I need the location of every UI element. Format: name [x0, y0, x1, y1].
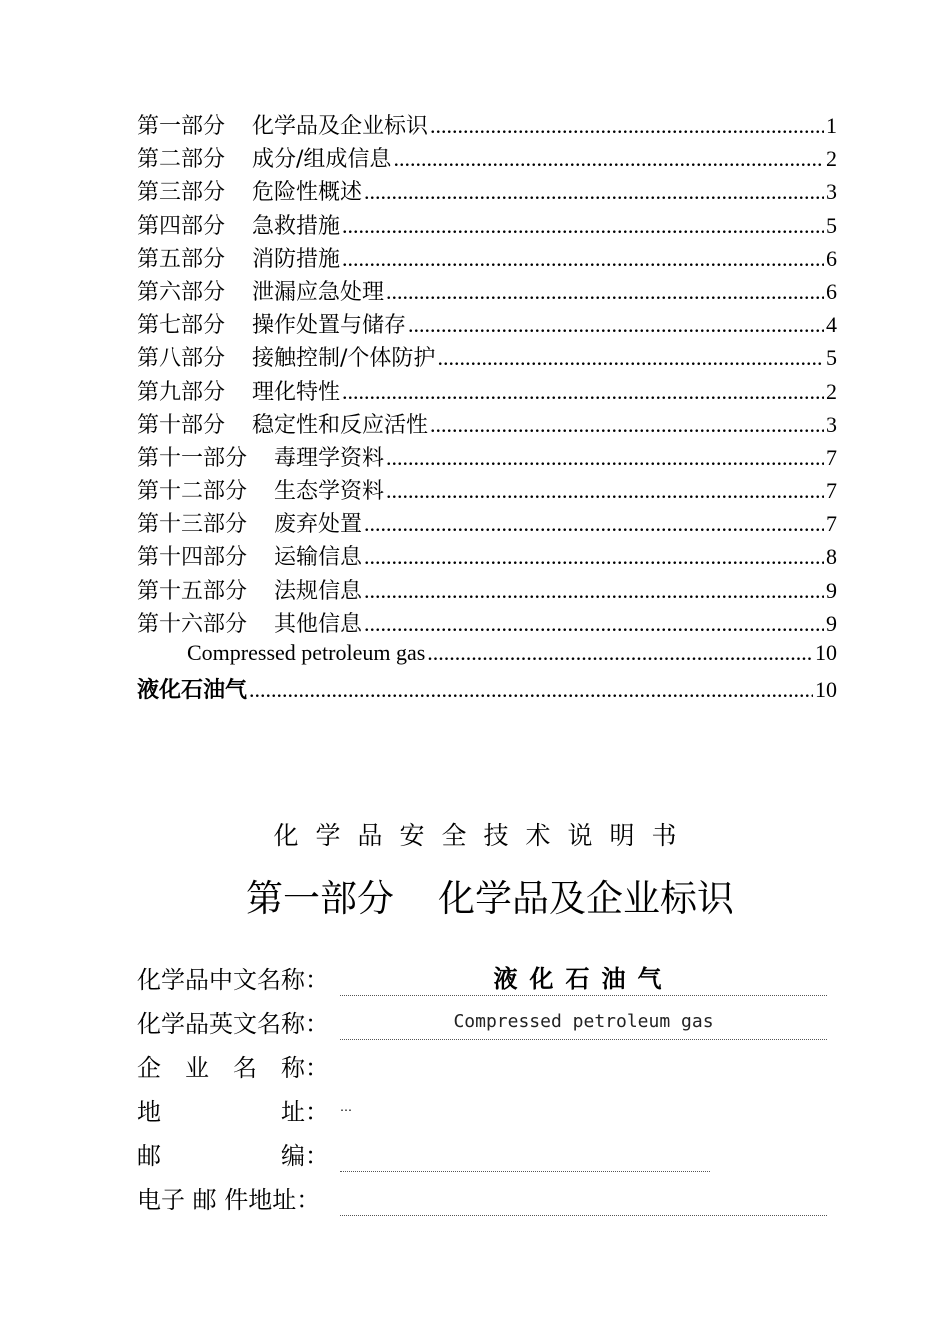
toc-page-number: 9 — [826, 577, 837, 603]
toc-leader-dots — [430, 113, 824, 139]
toc-leader-dots — [386, 445, 824, 471]
info-row-english-name — [137, 996, 837, 1040]
toc-leader-dots — [386, 478, 824, 504]
toc-part-number: 第四部分 — [137, 213, 226, 239]
toc-title: 急救措施 — [252, 213, 341, 239]
toc-entry[interactable] — [137, 673, 837, 706]
address-value: … — [340, 1100, 352, 1114]
toc-title: 接触控制/个体防护 — [252, 346, 436, 372]
toc-entry[interactable] — [137, 540, 837, 573]
toc-entry[interactable] — [137, 142, 837, 175]
toc-title: 理化特性 — [252, 379, 341, 405]
toc-part-number: 第三部分 — [137, 180, 226, 206]
toc-entry[interactable] — [137, 640, 837, 673]
english-name-value: Compressed petroleum gas — [453, 1011, 714, 1032]
toc-entry[interactable] — [137, 209, 837, 242]
toc-title: 化学品及企业标识 — [252, 114, 429, 139]
toc-part-number: 第十四部分 — [137, 545, 248, 571]
toc-part-number: 第七部分 — [137, 313, 226, 339]
table-of-contents — [137, 109, 837, 706]
info-row-company-name — [137, 1040, 837, 1084]
part-heading-number: 第一部分 — [246, 877, 394, 920]
toc-part-number: 第十二部分 — [137, 479, 248, 505]
toc-title: 运输信息 — [274, 545, 363, 571]
toc-leader-dots — [408, 312, 824, 338]
toc-entry[interactable] — [137, 507, 837, 540]
toc-leader-dots — [364, 611, 824, 637]
toc-part-number: 第十部分 — [137, 412, 226, 438]
field-label: 电子 邮 件地址： — [137, 1186, 321, 1214]
toc-title: 法规信息 — [274, 578, 363, 604]
toc-part-number: 第六部分 — [137, 279, 226, 305]
toc-leader-dots — [437, 345, 824, 371]
toc-page-number: 5 — [826, 345, 837, 371]
toc-leader-dots — [364, 544, 824, 570]
toc-page-number: 7 — [826, 478, 837, 504]
toc-leader-dots — [342, 379, 824, 405]
toc-part-number: 第十一部分 — [137, 445, 248, 471]
toc-title: 危险性概述 — [252, 180, 363, 206]
info-row-postcode — [137, 1128, 837, 1172]
toc-page-number: 10 — [815, 677, 837, 703]
toc-entry[interactable] — [137, 109, 837, 142]
document-title: 化学品安全技术说明书 — [273, 821, 694, 850]
toc-title: 生态学资料 — [274, 479, 385, 505]
toc-part-number: 第五部分 — [137, 246, 226, 272]
toc-page-number: 10 — [815, 640, 837, 665]
toc-entry[interactable] — [137, 275, 837, 308]
info-row-email — [137, 1172, 837, 1216]
toc-title: 其他信息 — [274, 611, 363, 637]
toc-leader-dots — [364, 511, 824, 537]
toc-entry[interactable] — [137, 408, 837, 441]
toc-page-number: 4 — [826, 312, 837, 338]
toc-part-number: 第二部分 — [137, 147, 226, 173]
toc-title: 废弃处置 — [274, 512, 363, 538]
toc-entry[interactable] — [137, 441, 837, 474]
field-label: 化学品英文名称： — [137, 1010, 329, 1038]
part-heading-title: 化学品及企业标识 — [438, 877, 734, 920]
toc-page-number: 5 — [826, 212, 837, 238]
toc-title: 操作处置与储存 — [252, 313, 407, 339]
toc-part-number: 第十六部分 — [137, 611, 248, 637]
toc-leader-dots — [249, 677, 813, 703]
toc-leader-dots — [364, 578, 824, 604]
toc-page-number: 7 — [826, 444, 837, 470]
toc-page-number: 9 — [826, 610, 837, 636]
toc-entry[interactable] — [137, 308, 837, 341]
field-label: 企 业 名 称： — [137, 1054, 329, 1082]
toc-page-number: 6 — [826, 245, 837, 271]
part-heading — [0, 868, 950, 922]
toc-entry[interactable] — [137, 574, 837, 607]
toc-title: 毒理学资料 — [274, 445, 385, 471]
toc-page-number: 2 — [826, 146, 837, 172]
toc-part-number: 第九部分 — [137, 379, 226, 405]
toc-entry[interactable] — [137, 375, 837, 408]
toc-page-number: 7 — [826, 511, 837, 537]
toc-title: 消防措施 — [252, 246, 341, 272]
dotted-underline — [340, 1215, 827, 1216]
toc-page-number: 1 — [826, 113, 837, 138]
toc-entry[interactable] — [137, 242, 837, 275]
toc-leader-dots — [427, 640, 813, 666]
field-label: 地 址： — [137, 1098, 329, 1126]
toc-leader-dots — [342, 246, 824, 272]
toc-title: Compressed petroleum gas — [187, 640, 426, 665]
toc-entry[interactable] — [137, 474, 837, 507]
toc-page-number: 6 — [826, 278, 837, 304]
toc-part-number: 第十三部分 — [137, 512, 248, 538]
toc-leader-dots — [342, 213, 824, 239]
toc-page-number: 3 — [826, 179, 837, 205]
toc-title: 泄漏应急处理 — [252, 279, 385, 305]
chinese-name-value: 液化石油气 — [493, 965, 674, 993]
toc-page-number: 3 — [826, 411, 837, 437]
toc-title: 稳定性和反应活性 — [252, 412, 429, 438]
info-row-chinese-name — [137, 952, 837, 996]
toc-leader-dots — [393, 146, 824, 172]
toc-entry[interactable] — [137, 607, 837, 640]
toc-leader-dots — [430, 412, 824, 438]
field-label: 邮 编： — [137, 1142, 329, 1170]
toc-entry[interactable] — [137, 175, 837, 208]
toc-page-number: 2 — [826, 378, 837, 404]
toc-part-number: 第一部分 — [137, 114, 226, 139]
toc-page-number: 8 — [826, 544, 837, 570]
toc-leader-dots — [386, 279, 824, 305]
field-label: 化学品中文名称： — [137, 966, 329, 994]
toc-title: 液化石油气 — [137, 678, 248, 704]
toc-entry[interactable] — [137, 341, 837, 374]
chemical-info-form — [137, 952, 837, 1216]
toc-part-number: 第八部分 — [137, 346, 226, 372]
toc-leader-dots — [364, 179, 824, 205]
toc-part-number: 第十五部分 — [137, 578, 248, 604]
info-row-address — [137, 1084, 837, 1128]
toc-title: 成分/组成信息 — [252, 147, 392, 173]
